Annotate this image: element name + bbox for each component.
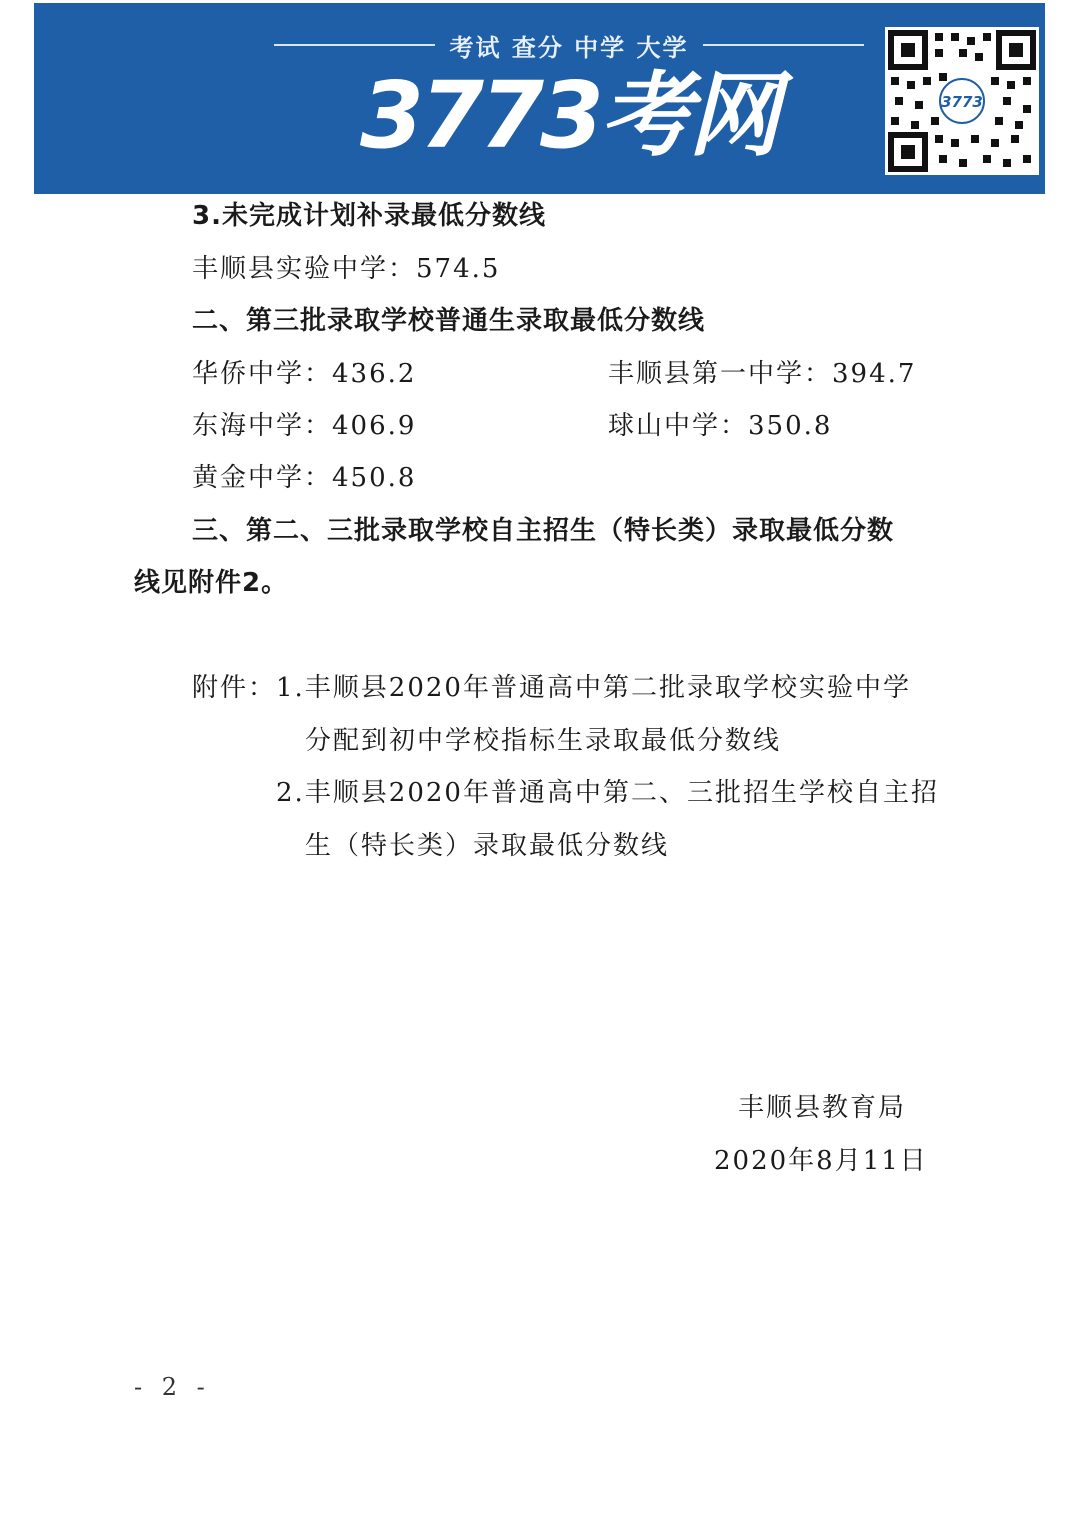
section-three-line2: 线见附件2。 <box>134 568 289 598</box>
qr-code-graphic <box>885 27 1039 175</box>
brand-logo-text: 3773考网 <box>360 62 777 169</box>
slogan-row <box>274 27 864 63</box>
score-fengshun-no1: 丰顺县第一中学：394.7 <box>608 359 917 389</box>
section3-heading: 3.未完成计划补录最低分数线 <box>192 201 546 231</box>
attachment-2-line2: 生（特长类）录取最低分数线 <box>305 831 670 861</box>
slogan: 考试 查分 中学 大学 <box>449 33 689 62</box>
score-huangjin: 黄金中学：450.8 <box>192 463 417 493</box>
section3-score: 丰顺县实验中学：574.5 <box>192 254 501 284</box>
section2-heading: 二、第三批录取学校普通生录取最低分数线 <box>192 306 706 336</box>
qr-badge: 3773 <box>941 93 983 111</box>
attachment-label: 附件： <box>192 673 277 703</box>
attachment-1-line1: 1.丰顺县2020年普通高中第二批录取学校实验中学 <box>276 673 911 703</box>
attachment-1-line2: 分配到初中学校指标生录取最低分数线 <box>305 726 782 756</box>
signature-date: 2020年8月11日 <box>714 1146 928 1176</box>
slogan-rule-left <box>274 44 435 46</box>
header-banner <box>34 3 1045 194</box>
score-qiushan: 球山中学：350.8 <box>608 411 833 441</box>
signature-org: 丰顺县教育局 <box>738 1093 907 1123</box>
page-number: - 2 - <box>134 1373 211 1401</box>
qr-code-icon <box>885 27 1039 175</box>
score-huaqiao: 华侨中学：436.2 <box>192 359 417 389</box>
section-three-line1: 三、第二、三批录取学校自主招生（特长类）录取最低分数 <box>192 516 895 546</box>
slogan-rule-right <box>703 44 864 46</box>
attachment-2-line1: 2.丰顺县2020年普通高中第二、三批招生学校自主招 <box>276 778 939 808</box>
score-donghai: 东海中学：406.9 <box>192 411 417 441</box>
